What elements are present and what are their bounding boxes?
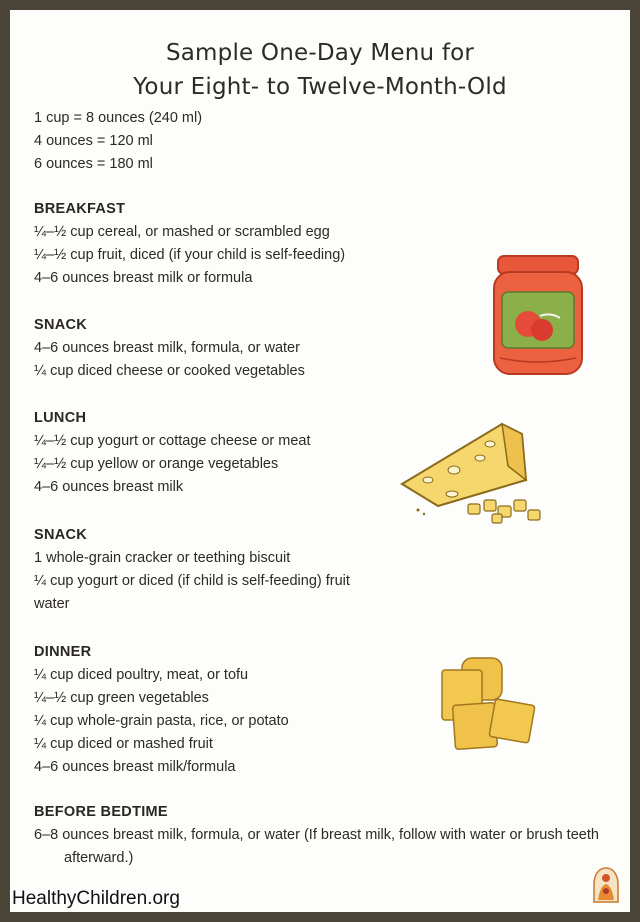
section-morning-snack [34, 314, 305, 383]
section-heading: BEFORE BEDTIME [34, 804, 168, 820]
menu-item: ¼–½ cup fruit, diced (if your child is self-feeding) [34, 247, 346, 263]
page-title [10, 36, 630, 104]
section-heading: SNACK [34, 527, 88, 543]
section-afternoon-snack [34, 524, 350, 616]
section-lunch [34, 407, 310, 499]
menu-item: ¼–½ cup yellow or orange vegetables [34, 456, 279, 472]
conversion-list [34, 107, 202, 176]
menu-item: ¼–½ cup yogurt or cottage cheese or meat [34, 433, 311, 449]
menu-item: 1 whole-grain cracker or teething biscuit [34, 550, 291, 566]
menu-item: ¼ cup yogurt or diced (if child is self-feeding) fruit [34, 573, 350, 589]
menu-item: 4–6 ounces breast milk [34, 479, 184, 495]
menu-item: water [34, 596, 70, 612]
title-line-1: Sample One-Day Menu for [165, 40, 475, 66]
menu-item: 6–8 ounces breast milk, formula, or water (If breast milk, follow with water or brush teeth afterward.) [34, 827, 599, 866]
menu-item: ¼–½ cup green vegetables [34, 690, 209, 706]
footer-source: HealthyChildren.org [12, 888, 180, 909]
section-heading: DINNER [34, 644, 92, 660]
menu-item: ¼ cup diced poultry, meat, or tofu [34, 667, 249, 683]
menu-item: ¼ cup diced or mashed fruit [34, 736, 213, 752]
menu-item: 4–6 ounces breast milk/formula [34, 759, 236, 775]
conversion-line: 1 cup = 8 ounces (240 ml) [34, 110, 203, 126]
menu-item: 4–6 ounces breast milk or formula [34, 270, 253, 286]
section-dinner [34, 641, 289, 779]
section-heading: SNACK [34, 317, 88, 333]
baby-food-jar-icon [490, 254, 585, 378]
section-heading: BREAKFAST [34, 201, 126, 217]
section-breakfast [34, 198, 345, 290]
section-before-bedtime [34, 801, 624, 870]
menu-item: ¼–½ cup cereal, or mashed or scrambled egg [34, 224, 330, 240]
menu-card [10, 10, 630, 912]
cheese-wedge-icon [398, 420, 548, 525]
conversion-line: 4 ounces = 120 ml [34, 133, 153, 149]
crackers-icon [436, 656, 546, 756]
title-line-2: Your Eight- to Twelve-Month-Old [133, 74, 507, 100]
section-heading: LUNCH [34, 410, 87, 426]
aap-family-logo-icon [590, 866, 622, 904]
conversion-line: 6 ounces = 180 ml [34, 156, 153, 172]
menu-item: ¼ cup whole-grain pasta, rice, or potato [34, 713, 289, 729]
menu-item: 4–6 ounces breast milk, formula, or water [34, 340, 300, 356]
menu-item: ¼ cup diced cheese or cooked vegetables [34, 363, 305, 379]
